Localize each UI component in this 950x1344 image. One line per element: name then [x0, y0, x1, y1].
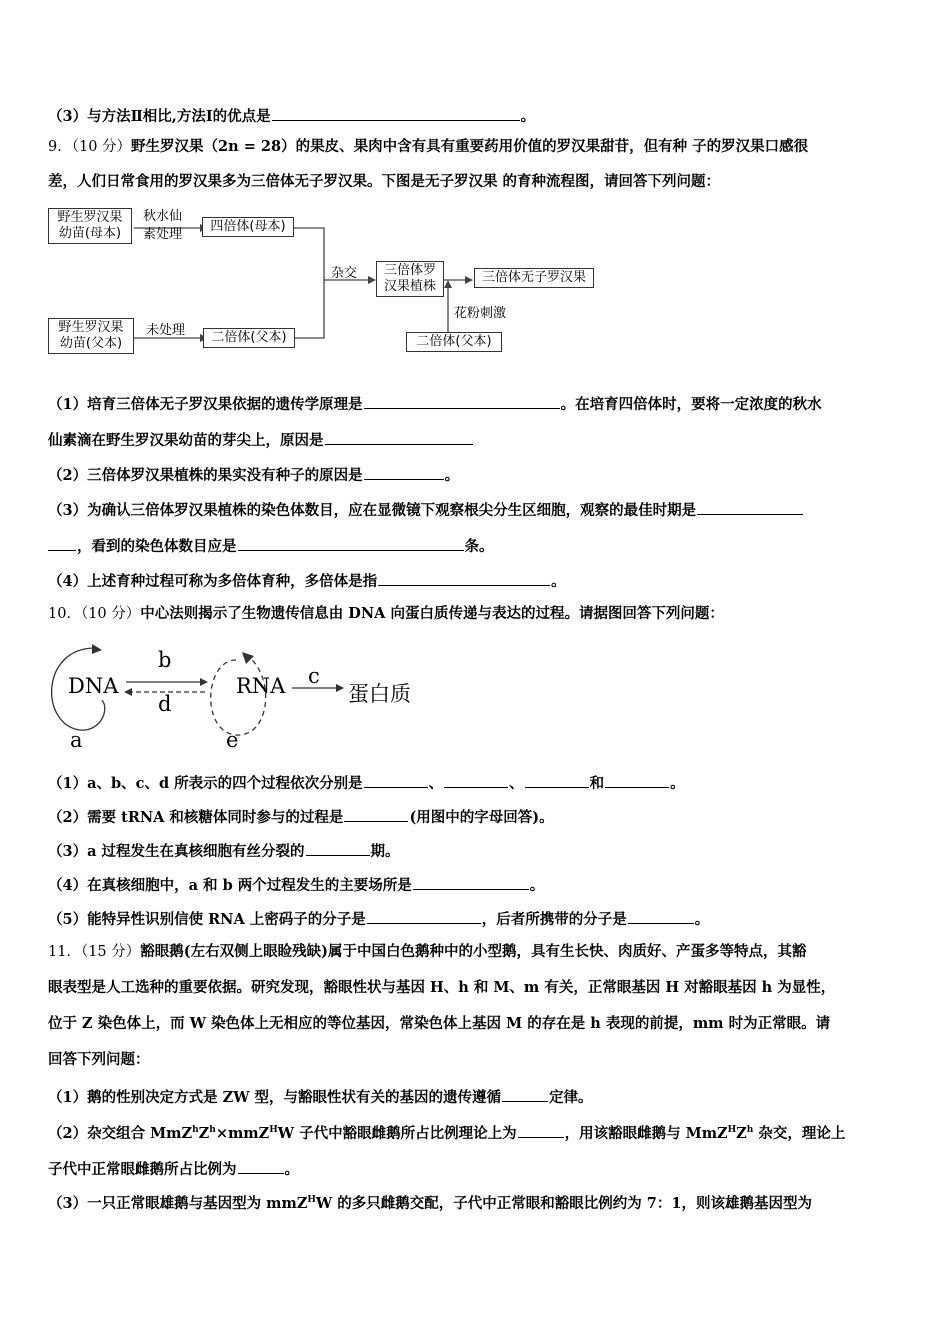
question-number: 9． [48, 139, 72, 155]
question-number: 11． [48, 944, 81, 960]
q11-sub3 [48, 1194, 910, 1214]
answer-blank[interactable] [364, 464, 444, 480]
answer-blank[interactable] [272, 105, 520, 121]
q10-sub4 [48, 874, 910, 896]
answer-blank[interactable] [628, 908, 694, 924]
diploid-father-box: 二倍体(父本) [203, 328, 295, 348]
text: （3）一只正常眼雄鹅与基因型为 mmZ [48, 1195, 308, 1212]
q11-sub1 [48, 1086, 910, 1108]
triploid-plant-box [376, 261, 444, 297]
text: （3）与方法Ⅱ相比,方法Ⅰ的优点是 [48, 108, 271, 125]
text: 。 [670, 775, 685, 792]
label: 幼苗(母本) [58, 226, 122, 241]
text: W 的多只雌鹅交配，子代中正常眼和豁眼比例约为 7：1，则该雄鹅基因型为 [315, 1195, 812, 1212]
question-number: 10． [48, 606, 81, 622]
text: Z [736, 1125, 747, 1142]
label: 野生罗汉果 [58, 320, 124, 335]
arrow-head [124, 688, 132, 696]
pollen-label: 花粉刺激 [454, 306, 507, 321]
untreated-label: 未处理 [146, 323, 186, 338]
text: （5）能特异性识别信使 RNA 上密码子的分子是 [48, 911, 366, 928]
q10-sub5 [48, 908, 910, 930]
question-text: 眼表型是人工选种的重要依据。研究发现，豁眼性状与基因 H、h 和 M、m 有关，正常眼基因 H 对豁眼基因 h 为显性， [48, 979, 836, 996]
rna-label: RNA [236, 674, 286, 698]
question-score: （10 分） [80, 606, 141, 622]
text: （1）培育三倍体无子罗汉果依据的遗传学原理是 [48, 396, 363, 413]
father-seedling-box [48, 318, 134, 354]
text: 。 [284, 1161, 299, 1178]
q10-sub3 [48, 840, 910, 862]
question-9-header [48, 137, 910, 157]
answer-blank[interactable] [444, 772, 508, 788]
answer-blank[interactable] [605, 772, 669, 788]
text: 条。 [464, 538, 494, 555]
answer-blank[interactable] [238, 535, 464, 551]
text: 。 [444, 467, 460, 484]
text: （1）a、b、c、d 所表示的四个过程依次分别是 [48, 775, 363, 792]
text: 。 [520, 108, 536, 125]
arrow-head [92, 644, 102, 654]
dna-label: DNA [68, 674, 119, 698]
arrow-head [444, 280, 452, 288]
question-text: 豁眼鹅(左右双侧上眼睑残缺)属于中国白色鹅种中的小型鹅，具有生长快、肉质好、产蛋多等特点，其豁 [140, 943, 807, 960]
answer-blank[interactable] [238, 1158, 284, 1174]
superscript: h [192, 1125, 199, 1136]
process-c-label: c [308, 664, 320, 688]
answer-blank[interactable] [367, 908, 481, 924]
text: ，用该豁眼雌鹅与 MmZ [564, 1125, 728, 1142]
answer-blank[interactable] [306, 840, 370, 856]
label: 素处理 [143, 227, 183, 242]
text: W 子代中豁眼雌鹅所占比例理论上为 [277, 1125, 517, 1142]
question-text: 差，人们日常食用的罗汉果多为三倍体无子罗汉果。下图是无子罗汉果 的育种流程图，请回答下列问题： [48, 173, 721, 190]
text: Z [198, 1125, 210, 1142]
text: (用图中的字母回答)。 [409, 809, 554, 826]
superscript: H [307, 1195, 316, 1206]
text: 和 [589, 775, 605, 792]
cross-label: 杂交 [331, 266, 358, 281]
text: 仙素滴在野生罗汉果幼苗的芽尖上，原因是 [48, 432, 324, 449]
q9-sub1 [48, 393, 910, 415]
label: 野生罗汉果 [57, 210, 123, 225]
text: （2）需要 tRNA 和核糖体同时参与的过程是 [48, 809, 344, 826]
text: 、 [509, 775, 524, 792]
connector [294, 228, 324, 338]
answer-blank[interactable] [364, 393, 560, 409]
answer-blank[interactable] [502, 1086, 548, 1102]
label: 三倍体罗 [383, 263, 436, 278]
text: 、 [428, 775, 444, 792]
seedless-fruit-box: 三倍体无子罗汉果 [474, 268, 594, 288]
answer-blank[interactable] [364, 772, 428, 788]
text: 。 [694, 911, 710, 928]
mother-seedling-box [48, 208, 132, 244]
text: （4）上述育种过程可称为多倍体育种，多倍体是指 [48, 573, 378, 590]
arrow-head [465, 276, 473, 284]
text: 。 [551, 573, 566, 590]
question-score: （10 分） [71, 139, 132, 155]
text: 子代中正常眼雌鹅所占比例为 [48, 1161, 237, 1178]
text: 。 [529, 877, 545, 894]
answer-blank[interactable] [697, 499, 803, 515]
text: ，看到的染色体数目应是 [77, 538, 237, 555]
q9-sub2 [48, 464, 910, 486]
arrow-head [200, 678, 208, 686]
text: 。在培育四倍体时，要将一定浓度的秋水 [560, 396, 822, 413]
question-text: 野生罗汉果（2n = 28）的果皮、果肉中含有具有重要药用价值的罗汉果甜苷，但有种 子的罗汉果口感很 [131, 138, 809, 155]
question-text: 位于 Z 染色体上，而 W 染色体上无相应的等位基因，常染色体上基因 M 的存在是 h 表现的前提，mm 时为正常眼。请 [48, 1015, 831, 1032]
question-text: 回答下列问题： [48, 1051, 150, 1068]
answer-blank[interactable] [525, 772, 589, 788]
q8-sub3 [48, 105, 910, 127]
text: 定律。 [549, 1089, 593, 1106]
text: ×mmZ [215, 1125, 270, 1142]
question-score: （15 分） [80, 944, 141, 960]
label: 幼苗(父本) [59, 336, 123, 351]
process-d-label: d [158, 692, 172, 716]
text: （1）鹅的性别决定方式是 ZW 型，与豁眼性状有关的基因的遗传遵循 [48, 1089, 502, 1106]
answer-blank[interactable] [518, 1122, 564, 1138]
superscript: h [209, 1125, 216, 1136]
superscript: H [269, 1125, 278, 1136]
text: 杂交，理论上 [753, 1125, 846, 1142]
tetraploid-box: 四倍体(母本) [202, 217, 294, 237]
colchicine-label [143, 208, 182, 244]
process-b-label: b [158, 648, 172, 672]
text: （4）在真核细胞中，a 和 b 两个过程发生的主要场所是 [48, 877, 412, 894]
answer-blank[interactable] [378, 570, 550, 586]
q11-sub2-cont [48, 1158, 910, 1180]
answer-blank[interactable] [413, 874, 529, 890]
answer-blank[interactable] [48, 535, 76, 551]
answer-blank[interactable] [325, 429, 473, 445]
text: （2）三倍体罗汉果植株的果实没有种子的原因是 [48, 467, 363, 484]
question-11-header [48, 942, 910, 962]
text: 期。 [370, 843, 400, 860]
q9-sub4 [48, 570, 910, 592]
process-a-label: a [70, 728, 83, 752]
question-text: 中心法则揭示了生物遗传信息由 DNA 向蛋白质传递与表达的过程。请据图回答下列问题： [140, 605, 724, 622]
text: （3）为确认三倍体罗汉果植株的染色体数目，应在显微镜下观察根尖分生区细胞，观察的最佳时期是 [48, 502, 697, 519]
breeding-flow-diagram [40, 198, 640, 368]
q10-sub1 [48, 772, 910, 794]
q9-sub3-cont [48, 535, 910, 557]
process-e-label: e [226, 728, 239, 752]
q11-sub2 [48, 1122, 910, 1144]
q9-sub1-cont [48, 429, 910, 451]
question-10-header [48, 604, 910, 624]
text: （2）杂交组合 MmZ [48, 1125, 193, 1142]
label: 秋水仙 [143, 209, 183, 224]
arrow-head [242, 652, 254, 664]
superscript: h [746, 1125, 754, 1136]
arrow-head [336, 684, 344, 692]
protein-label: 蛋白质 [348, 682, 411, 706]
q10-sub2 [48, 806, 910, 828]
arrow-head [368, 276, 376, 284]
answer-blank[interactable] [344, 806, 408, 822]
text: （3）a 过程发生在真核细胞有丝分裂的 [48, 843, 305, 860]
q9-sub3 [48, 499, 910, 521]
central-dogma-diagram [40, 640, 460, 755]
superscript: H [727, 1125, 737, 1136]
diploid-father-box-2: 二倍体(父本) [406, 332, 502, 352]
label: 汉果植株 [383, 279, 436, 294]
text: ，后者所携带的分子是 [481, 911, 627, 928]
